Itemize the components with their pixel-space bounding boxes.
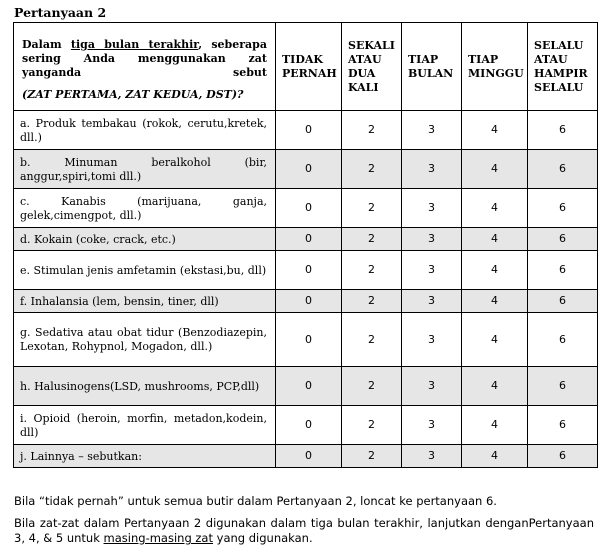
table-row <box>14 189 598 228</box>
score-cell[interactable]: 6 <box>528 313 598 367</box>
table-row <box>14 313 598 367</box>
table-row <box>14 111 598 150</box>
score-cell[interactable]: 0 <box>276 111 342 150</box>
substance-label: i. Opioid (heroin, morfin, metadon,kodein, dll) <box>20 411 267 439</box>
score-cell[interactable]: 0 <box>276 290 342 313</box>
score-cell[interactable]: 2 <box>342 189 402 228</box>
substance-cell <box>14 445 276 468</box>
score-cell[interactable]: 3 <box>402 228 462 251</box>
score-cell[interactable]: 2 <box>342 251 402 290</box>
substance-label: b. Minuman beralkohol (bir, anggur,spiri,tomi dll.) <box>20 155 267 183</box>
substance-label: a. Produk tembakau (rokok, cerutu,kretek, dll.) <box>20 116 267 144</box>
score-cell[interactable]: 4 <box>462 251 528 290</box>
substance-cell <box>14 313 276 367</box>
table-header-row <box>14 23 598 111</box>
instruction-emphasis: masing-masing zat <box>103 531 213 545</box>
substance-cell <box>14 228 276 251</box>
column-header-line: TIDAK <box>282 52 323 66</box>
table-row <box>14 367 598 406</box>
column-header-line: BULAN <box>408 66 454 80</box>
score-cell[interactable]: 2 <box>342 367 402 406</box>
substance-label: j. Lainnya – sebutkan: <box>20 449 142 463</box>
table-row <box>14 251 598 290</box>
score-cell[interactable]: 3 <box>402 290 462 313</box>
score-cell[interactable]: 6 <box>528 228 598 251</box>
substance-cell <box>14 111 276 150</box>
score-cell[interactable]: 2 <box>342 406 402 445</box>
score-cell[interactable]: 6 <box>528 445 598 468</box>
score-cell[interactable]: 4 <box>462 290 528 313</box>
score-cell[interactable]: 3 <box>402 313 462 367</box>
frequency-table <box>13 22 598 468</box>
score-cell[interactable]: 6 <box>528 111 598 150</box>
substance-cell <box>14 251 276 290</box>
score-cell[interactable]: 0 <box>276 313 342 367</box>
instruction-text: Bila zat-zat dalam Pertanyaan 2 digunakan dalam tiga bulan terakhir, lanjutkan denganPertanyaan 3, 4, & 5 untuk <box>14 516 594 545</box>
column-header-line: SELALU <box>534 38 584 52</box>
score-cell[interactable]: 0 <box>276 406 342 445</box>
score-cell[interactable]: 6 <box>528 251 598 290</box>
question-emphasis: tiga bulan terakhir <box>70 37 199 51</box>
score-cell[interactable]: 3 <box>402 406 462 445</box>
column-header-line: PERNAH <box>282 66 337 80</box>
instruction-1: Bila “tidak pernah” untuk semua butir dalam Pertanyaan 2, loncat ke pertanyaan 6. <box>14 494 497 508</box>
score-cell[interactable]: 4 <box>462 228 528 251</box>
table-row <box>14 150 598 189</box>
score-cell[interactable]: 3 <box>402 111 462 150</box>
section-title: Pertanyaan 2 <box>14 5 107 20</box>
score-cell[interactable]: 4 <box>462 367 528 406</box>
score-cell[interactable]: 2 <box>342 228 402 251</box>
substance-cell <box>14 367 276 406</box>
substance-label: c. Kanabis (marijuana, ganja, gelek,cimengpot, dll.) <box>20 194 267 222</box>
instruction-2 <box>14 516 594 546</box>
column-header-line: ATAU <box>348 52 382 66</box>
column-header-line: TIAP <box>408 52 439 66</box>
score-cell[interactable]: 4 <box>462 150 528 189</box>
score-cell[interactable]: 6 <box>528 189 598 228</box>
table-row <box>14 228 598 251</box>
column-header-1 <box>276 23 342 111</box>
column-header-5 <box>528 23 598 111</box>
column-header-line: SELALU <box>534 80 584 94</box>
column-header-2 <box>342 23 402 111</box>
substance-label: d. Kokain (coke, crack, etc.) <box>20 232 176 246</box>
question-subtext: (ZAT PERTAMA, ZAT KEDUA, DST)? <box>22 87 244 101</box>
substance-cell <box>14 406 276 445</box>
column-header-line: KALI <box>348 80 379 94</box>
column-header-line: DUA <box>348 66 376 80</box>
instruction-text: yang digunakan. <box>213 531 313 545</box>
score-cell[interactable]: 6 <box>528 406 598 445</box>
score-cell[interactable]: 6 <box>528 367 598 406</box>
substance-label: h. Halusinogens(LSD, mushrooms, PCP,dll) <box>20 379 260 393</box>
column-header-line: MINGGU <box>468 66 524 80</box>
table-row <box>14 406 598 445</box>
score-cell[interactable]: 3 <box>402 251 462 290</box>
score-cell[interactable]: 0 <box>276 367 342 406</box>
score-cell[interactable]: 0 <box>276 228 342 251</box>
score-cell[interactable]: 3 <box>402 189 462 228</box>
substance-label: f. Inhalansia (lem, bensin, tiner, dll) <box>20 294 219 308</box>
substance-label: g. Sedativa atau obat tidur (Benzodiazepin, Lexotan, Rohypnol, Mogadon, dll.) <box>20 326 267 353</box>
score-cell[interactable]: 0 <box>276 251 342 290</box>
score-cell[interactable]: 2 <box>342 111 402 150</box>
score-cell[interactable]: 3 <box>402 367 462 406</box>
substance-cell <box>14 150 276 189</box>
score-cell[interactable]: 4 <box>462 189 528 228</box>
score-cell[interactable]: 4 <box>462 406 528 445</box>
column-header-3 <box>402 23 462 111</box>
substance-cell <box>14 290 276 313</box>
score-cell[interactable]: 2 <box>342 313 402 367</box>
score-cell[interactable]: 3 <box>402 445 462 468</box>
score-cell[interactable]: 4 <box>462 445 528 468</box>
score-cell[interactable]: 2 <box>342 290 402 313</box>
column-header-line: SEKALI <box>348 38 395 52</box>
question-cell <box>14 23 276 111</box>
score-cell[interactable]: 4 <box>462 313 528 367</box>
table-row <box>14 445 598 468</box>
instructions <box>14 494 594 553</box>
column-header-line: HAMPIR <box>534 66 588 80</box>
score-cell[interactable]: 2 <box>342 150 402 189</box>
score-cell[interactable]: 0 <box>276 445 342 468</box>
column-header-line: ATAU <box>534 52 568 66</box>
score-cell[interactable]: 2 <box>342 445 402 468</box>
table-row <box>14 290 598 313</box>
substance-label: e. Stimulan jenis amfetamin (ekstasi,bu, dll) <box>20 263 267 277</box>
score-cell[interactable]: 6 <box>528 150 598 189</box>
question-text <box>22 38 267 80</box>
score-cell[interactable]: 6 <box>528 290 598 313</box>
score-cell[interactable]: 0 <box>276 189 342 228</box>
question-part: Dalam <box>22 37 71 51</box>
column-header-4 <box>462 23 528 111</box>
score-cell[interactable]: 3 <box>402 150 462 189</box>
substance-cell <box>14 189 276 228</box>
score-cell[interactable]: 0 <box>276 150 342 189</box>
column-header-line: TIAP <box>468 52 499 66</box>
question-part: , seberapa sering Anda menggunakan zat yanganda sebut <box>22 37 267 79</box>
score-cell[interactable]: 4 <box>462 111 528 150</box>
